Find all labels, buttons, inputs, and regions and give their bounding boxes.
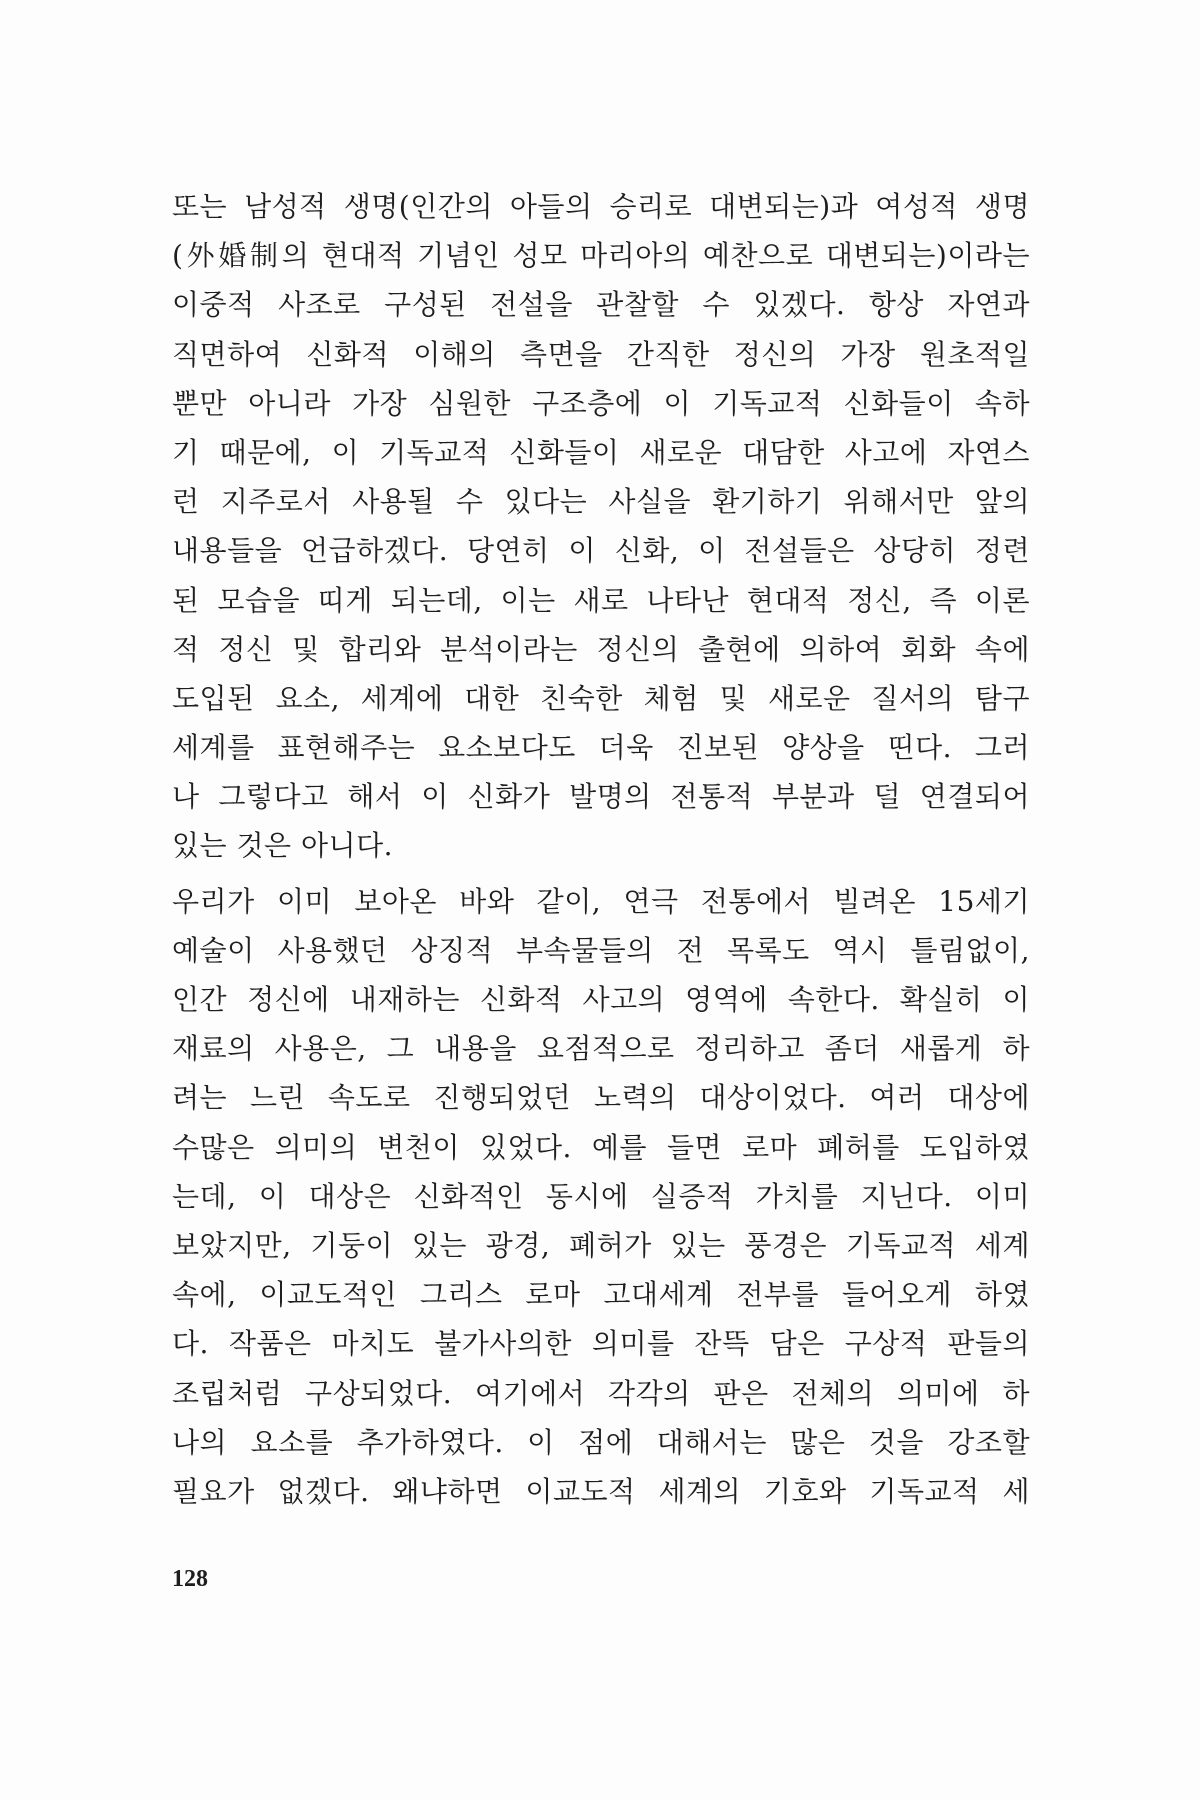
text-line: 기 때문에, 이 기독교적 신화들이 새로운 대담한 사고에 자연스 bbox=[172, 435, 1030, 469]
text-line: 재료의 사용은, 그 내용을 요점적으로 정리하고 좀더 새롭게 하 bbox=[172, 1032, 1030, 1066]
text-line: 다. 작품은 마치도 불가사의한 의미를 잔뜩 담은 구상적 판들의 bbox=[172, 1327, 1030, 1361]
text-line: (外婚制의 현대적 기념인 성모 마리아의 예찬으로 대변되는)이라는 bbox=[172, 239, 1030, 273]
text-line: 조립처럼 구상되었다. 여기에서 각각의 판은 전체의 의미에 하 bbox=[172, 1376, 1030, 1410]
text-line: 내용들을 언급하겠다. 당연히 이 신화, 이 전설들은 상당히 정련 bbox=[172, 534, 1030, 568]
text-line: 속에, 이교도적인 그리스 로마 고대세계 전부를 들어오게 하였 bbox=[172, 1278, 1030, 1312]
text-line: 보았지만, 기둥이 있는 광경, 폐허가 있는 풍경은 기독교적 세계 bbox=[172, 1228, 1030, 1262]
text-line: 우리가 이미 보아온 바와 같이, 연극 전통에서 빌려온 15세기 bbox=[172, 884, 1030, 918]
text-line: 나 그렇다고 해서 이 신화가 발명의 전통적 부분과 덜 연결되어 bbox=[172, 780, 1030, 814]
text-line: 는데, 이 대상은 신화적인 동시에 실증적 가치를 지닌다. 이미 bbox=[172, 1179, 1030, 1213]
body-text bbox=[172, 182, 1030, 1516]
text-line: 런 지주로서 사용될 수 있다는 사실을 환기하기 위해서만 앞의 bbox=[172, 485, 1030, 519]
text-line: 나의 요소를 추가하였다. 이 점에 대해서는 많은 것을 강조할 bbox=[172, 1425, 1030, 1459]
paragraph bbox=[172, 182, 1030, 871]
page-number: 128 bbox=[172, 1566, 208, 1592]
text-line: 뿐만 아니라 가장 심원한 구조층에 이 기독교적 신화들이 속하 bbox=[172, 386, 1030, 420]
text-line: 수많은 의미의 변천이 있었다. 예를 들면 로마 폐허를 도입하였 bbox=[172, 1130, 1030, 1164]
text-line: 예술이 사용했던 상징적 부속물들의 전 목록도 역시 틀림없이, bbox=[172, 933, 1030, 967]
text-line: 이중적 사조로 구성된 전설을 관찰할 수 있겠다. 항상 자연과 bbox=[172, 288, 1030, 322]
text-line: 적 정신 및 합리와 분석이라는 정신의 출현에 의하여 회화 속에 bbox=[172, 632, 1030, 666]
text-line: 또는 남성적 생명(인간의 아들의 승리로 대변되는)과 여성적 생명 bbox=[172, 190, 1030, 223]
text-line: 필요가 없겠다. 왜냐하면 이교도적 세계의 기호와 기독교적 세 bbox=[172, 1474, 1030, 1508]
text-line: 직면하여 신화적 이해의 측면을 간직한 정신의 가장 원초적일 bbox=[172, 337, 1030, 371]
text-line: 있는 것은 아니다. bbox=[172, 829, 394, 863]
paragraph bbox=[172, 877, 1030, 1516]
text-line: 된 모습을 띠게 되는데, 이는 새로 나타난 현대적 정신, 즉 이론 bbox=[172, 583, 1030, 617]
text-line: 세계를 표현해주는 요소보다도 더욱 진보된 양상을 띤다. 그러 bbox=[172, 731, 1030, 765]
text-line: 려는 느린 속도로 진행되었던 노력의 대상이었다. 여러 대상에 bbox=[172, 1081, 1030, 1115]
text-line: 인간 정신에 내재하는 신화적 사고의 영역에 속한다. 확실히 이 bbox=[172, 983, 1030, 1016]
text-line: 도입된 요소, 세계에 대한 친숙한 체험 및 새로운 질서의 탐구 bbox=[172, 681, 1030, 715]
